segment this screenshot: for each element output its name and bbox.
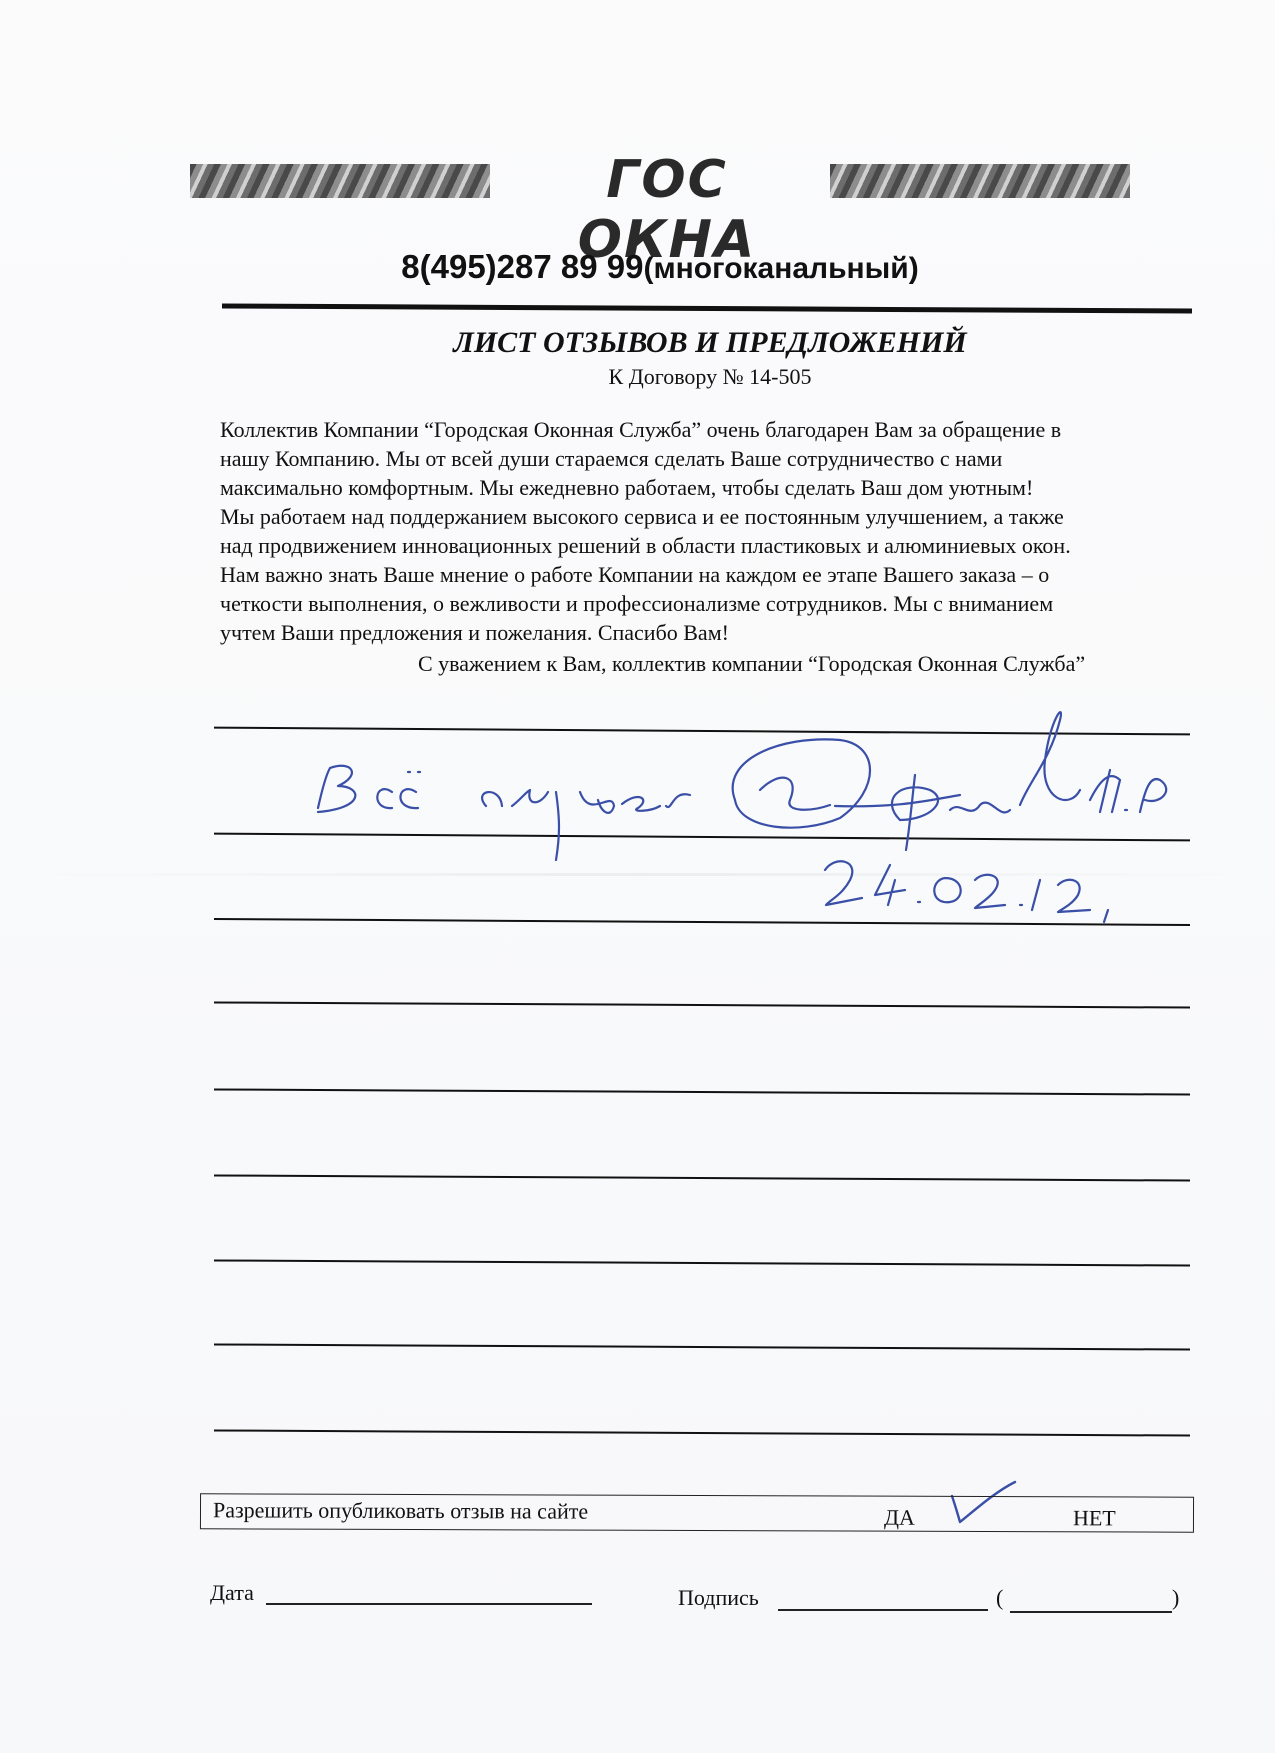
publish-no-option[interactable]: НЕТ — [1072, 1505, 1116, 1531]
intro-line: над продвижением инновационных решений в области пластиковых и алюминиевых окон. — [220, 533, 1071, 558]
writing-line[interactable] — [214, 918, 1190, 926]
paper-fold — [30, 873, 1250, 876]
contract-reference: К Договору № 14-505 — [608, 364, 812, 389]
intro-line: Мы работаем над поддержанием высокого сервиса и ее постоянным улучшением, а также — [220, 504, 1064, 529]
printed-name-field[interactable] — [1010, 1611, 1172, 1613]
writing-line[interactable] — [214, 727, 1190, 736]
intro-line: четкости выполнения, о вежливости и профессионализме сотрудников. Мы с вниманием — [220, 591, 1054, 616]
phone-suffix: (многоканальный) — [643, 252, 919, 285]
writing-line[interactable] — [214, 1343, 1190, 1350]
writing-line[interactable] — [214, 1174, 1190, 1181]
intro-line: максимально комфортным. Мы ежедневно работаем, чтобы сделать Ваш дом уютным! — [220, 475, 1034, 500]
date-label: Дата — [210, 1580, 254, 1605]
logo-stripe-right — [830, 164, 1130, 198]
logo-text: ГОС ОКНА — [577, 150, 757, 270]
publish-consent-box — [200, 1493, 1194, 1532]
handwriting-review-text — [318, 766, 690, 860]
signoff-text: С уважением к Вам, коллектив компании “Городская Оконная Служба” — [418, 651, 1086, 676]
name-paren-open: ( — [996, 1585, 1004, 1610]
publish-yes-option[interactable]: ДА — [883, 1504, 915, 1530]
writing-line[interactable] — [214, 1259, 1190, 1266]
publish-consent-label: Разрешить опубликовать отзыв на сайте — [212, 1497, 589, 1524]
writing-line[interactable] — [214, 1088, 1190, 1095]
document-title: ЛИСТ ОТЗЫВОВ И ПРЕДЛОЖЕНИЙ — [453, 326, 967, 359]
intro-line: нашу Компанию. Мы от всей души стараемся сделать Ваше сотрудничество с нами — [220, 446, 1003, 471]
handwriting-date — [825, 861, 1108, 922]
intro-line: Нам важно знать Ваше мнение о работе Компании на каждом ее этапе Вашего заказа – о — [220, 562, 1050, 587]
writing-line[interactable] — [214, 1001, 1190, 1008]
name-paren-close: ) — [1172, 1585, 1180, 1610]
handwriting-signature-loop — [733, 739, 960, 827]
writing-line[interactable] — [214, 1429, 1190, 1436]
intro-line: Коллектив Компании “Городская Оконная Служба” очень благодарен Вам за обращение в — [220, 417, 1062, 442]
signature-field[interactable] — [778, 1609, 988, 1611]
intro-paragraph — [220, 415, 1190, 647]
signature-label: Подпись — [678, 1585, 759, 1610]
header-rule — [222, 303, 1192, 313]
phone-number — [190, 248, 1130, 286]
intro-line: учтем Ваши предложения и пожелания. Спасибо Вам! — [220, 620, 729, 645]
date-field[interactable] — [266, 1603, 592, 1605]
writing-line[interactable] — [214, 833, 1190, 842]
phone-digits: 8(495)287 89 99 — [401, 248, 644, 285]
logo-stripe-left — [190, 164, 490, 198]
